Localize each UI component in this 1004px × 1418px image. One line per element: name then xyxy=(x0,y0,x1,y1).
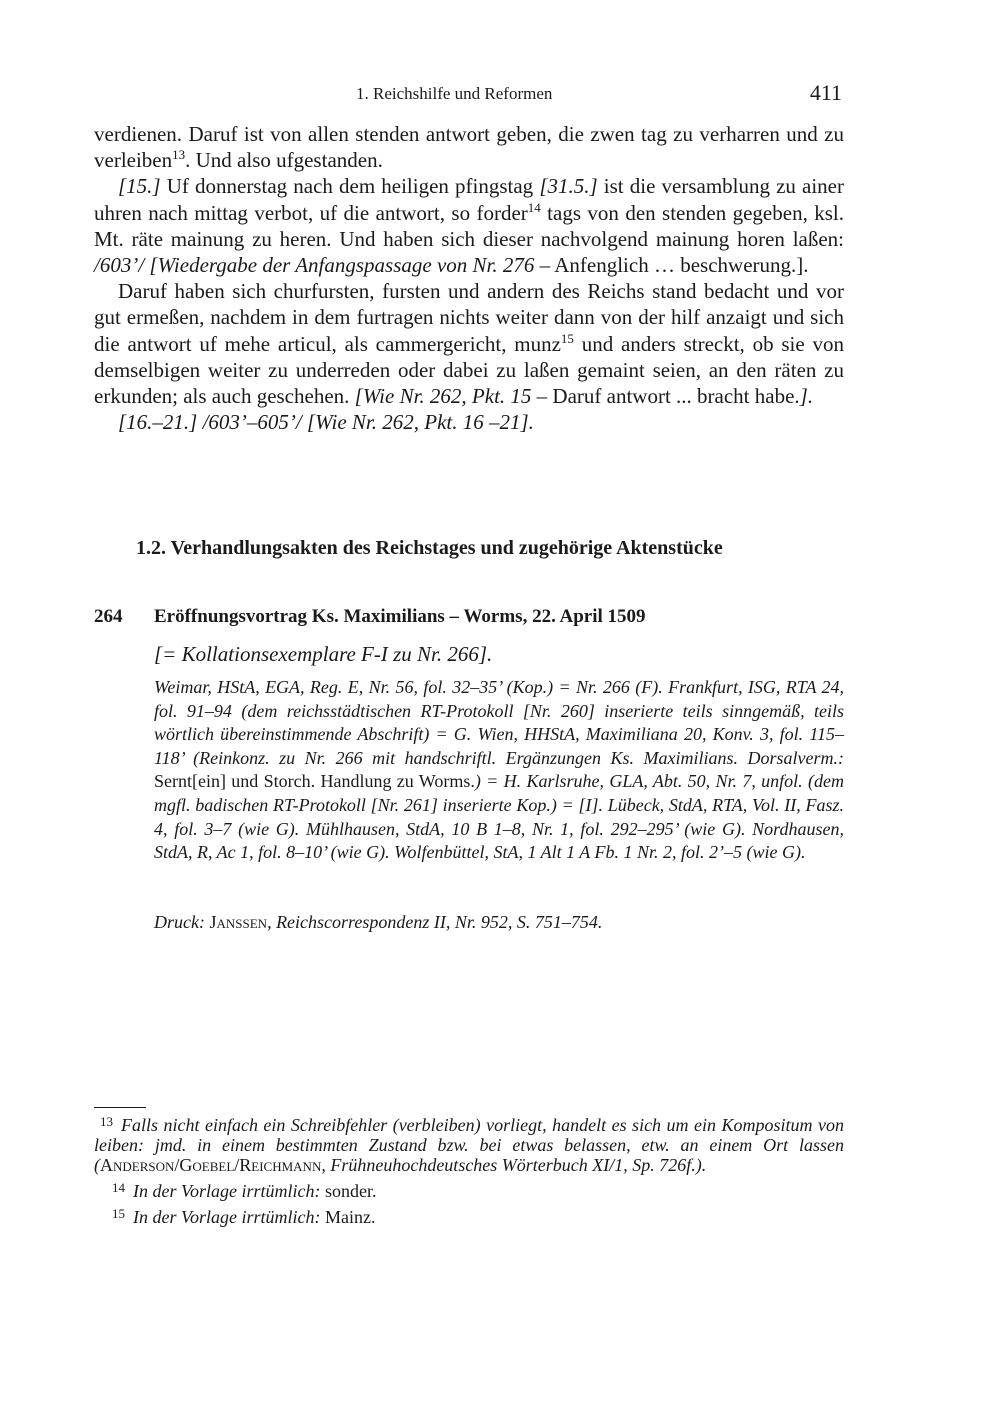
document-sources: Weimar, HStA, EGA, Reg. E, Nr. 56, fol. 32–35’ (Kop.) = Nr. 266 (F). Frankfurt, ISG, RTA 24, fol. 91–94 (dem reichsstädtischen RT-Protokoll [Nr. 260] inserierte teils sinngemäß, teils wörtlich übereinstimmende Abschrift) = G. Wien, HHStA, Maximiliana 20, Konv. 3, fol. 115–118’ (Reinkonz. zu Nr. 266 mit handschriftl. Ergänzungen Ks. Maximilians. Dorsalverm.: Sernt[ein] und Storch. Handlung zu Worms.) = H. Karlsruhe, GLA, Abt. 50, Nr. 7, unfol. (dem mgfl. badischen RT-Protokoll [Nr. 261] inserierte Kop.) = [I]. Lübeck, StdA, RTA, Vol. II, Fasz. 4, fol. 3–7 (wie G). Mühlhausen, StdA, 10 B 1–8, Nr. 1, fol. 292–295’ (wie G). Nordhausen, StdA, R, Ac 1, fol. 8–10’ (wie G). Wolfenbüttel, StA, 1 Alt 1 A Fb. 1 Nr. 2, fol. 2’–5 (wie G). xyxy=(154,677,845,863)
footnote-ref-13[interactable]: 13 xyxy=(172,147,186,163)
body-text xyxy=(94,121,844,435)
running-head xyxy=(94,80,844,108)
footnotes xyxy=(94,1112,844,1230)
document-number: 264 xyxy=(94,606,123,627)
footnote-15: $^{15}$ In der Vorlage irrtümlich: Mainz. xyxy=(112,1206,376,1227)
footnote-14: $^{14}$ In der Vorlage irrtümlich: sonder. xyxy=(112,1180,377,1201)
footnote-ref-14[interactable]: 14 xyxy=(527,199,541,215)
page-number: 411 xyxy=(809,80,842,105)
footnote-13: $^{13}$ Falls nicht einfach ein Schreibfehler (verbleiben) vorliegt, handelt es sich um ein Kompositum von leiben: jmd. in einem bestimmten Zustand bzw. bei etwas belassen, etw. an einem Ort lassen (Anderson/Goebel/Reichmann, Frühneuhochdeutsches Wörterbuch XI/1, Sp. 726f.). xyxy=(94,1114,844,1175)
paragraph-16-21: [16.–21.] /603’–605’/ [Wie Nr. 262, Pkt. 16 –21]. xyxy=(118,410,534,435)
document-note: [= Kollationsexemplare F-I zu Nr. 266]. xyxy=(154,642,493,666)
section-heading: 1.2. Verhandlungsakten des Reichstages und zugehörige Aktenstücke xyxy=(136,537,723,559)
paragraph-15: [15.] Uf donnerstag nach dem heiligen pfingstag [31.5.] ist die versamblung zu ainer uhren nach mittag verbot, uf die antwort, so forder$^{14}$ tags von den stenden gegeben, ksl. Mt. räte mainung zu heren. Und haben sich dieser nachvolgend mainung horen laßen: /603’/ [Wiedergabe der Anfangspassage von Nr. 276 – Anfenglich … beschwerung.]. xyxy=(94,174,845,278)
footnote-divider xyxy=(94,1107,146,1108)
footnote-ref-15[interactable]: 15 xyxy=(560,330,574,346)
paragraph-1: verdienen. Daruf ist von allen stenden antwort geben, die zwen tag zu verharren und zu verleiben$^{13}$. Und also ufgestanden. xyxy=(94,122,844,173)
document-print: Druck: Janssen, Reichscorrespondenz II, Nr. 952, S. 751–754. xyxy=(154,912,603,932)
running-title: 1. Reichshilfe und Reformen xyxy=(356,84,553,103)
document-title: Eröffnungsvortrag Ks. Maximilians – Worms, 22. April 1509 xyxy=(154,606,646,627)
paragraph-daruf: Daruf haben sich churfursten, fursten und andern des Reichs stand bedacht und vor gut ermeßen, nachdem in dem furtragen nichts weiter dann von der hilf anzaigt und sich die antwort uf mehe articul, als cammergericht, munz$^{15}$ und anders streckt, ob sie von demselbigen weiter zu underreden oder dabei zu laßen gemaint seien, an den räten zu erkunden; als auch geschehen. [Wie Nr. 262, Pkt. 15 – Daruf antwort ... bracht habe.]. xyxy=(94,279,844,409)
